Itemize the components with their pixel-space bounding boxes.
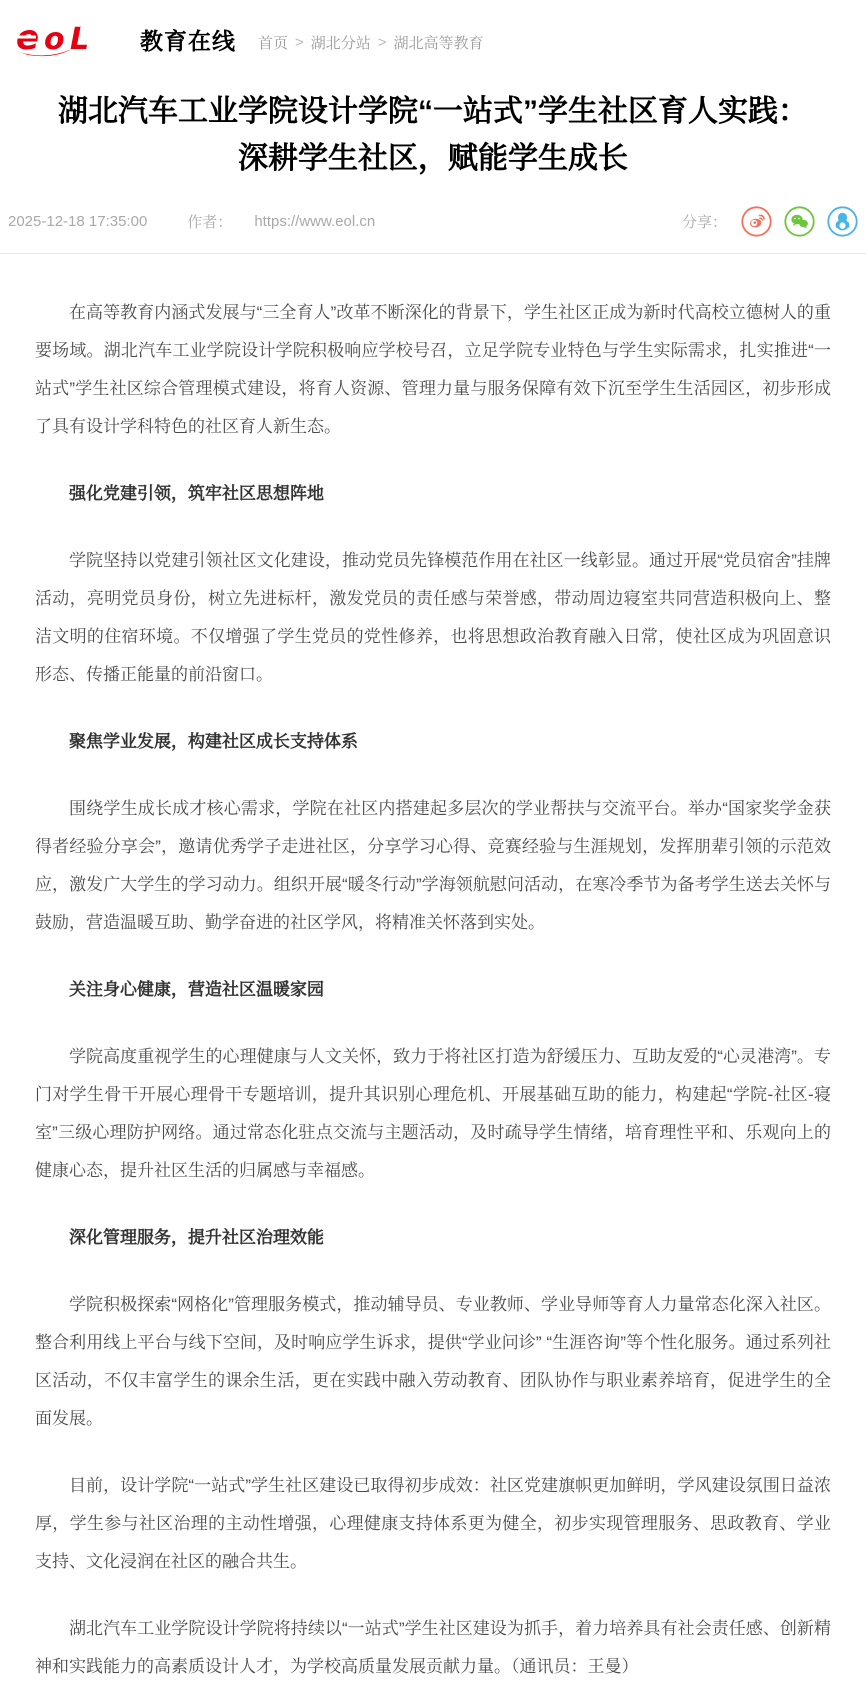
site-header [0,0,866,62]
body-paragraph: 目前，设计学院“一站式”学生社区建设已取得初步成效：社区党建旗帜更加鲜明，学风建设氛围日益浓厚，学生参与社区治理的主动性增强，心理健康支持体系更为健全，初步实现管理服务、思政教育、学业支持、文化浸润在社区的融合共生。 [35,1476,831,1571]
page-title [12,88,854,182]
body-paragraph: 学院积极探索“网格化”管理服务模式，推动辅导员、专业教师、学业导师等育人力量常态化深入社区。整合利用线上平台与线下空间，及时响应学生诉求，提供“学业问诊” “生涯咨询”等个性化服务。通过系列社区活动，不仅丰富学生的课余生活，更在实践中融入劳动教育、团队协作与职业素养培育，促进学生的全面发展。 [35,1295,831,1428]
page-title-line2: 深耕学生社区，赋能学生成长 [238,142,628,175]
body-paragraph: 湖北汽车工业学院设计学院将持续以“一站式”学生社区建设为抓手，着力培养具有社会责任感、创新精神和实践能力的高素质设计人才，为学校高质量发展贡献力量。（通讯员：王曼） [35,1619,831,1676]
publish-datetime: 2025-12-18 17:35:00 [8,213,148,230]
eol-logo[interactable] [14,17,236,61]
section-heading: 强化党建引领，筑牢社区思想阵地 [69,484,324,503]
page-title-line1: 湖北汽车工业学院设计学院“一站式”学生社区育人实践： [58,95,808,128]
article-meta-bar [0,204,866,254]
body-paragraph: 围绕学生成长成才核心需求，学院在社区内搭建起多层次的学业帮扶与交流平台。举办“国家奖学金获得者经验分享会”，邀请优秀学子走进社区，分享学习心得、竞赛经验与生涯规划，发挥朋辈引领的示范效应，激发广大学生的学习动力。组织开展“暖冬行动”学海领航慰问活动，在寒冷季节为备考学生送去关怀与鼓励，营造温暖互助、勤学奋进的社区学风，将精准关怀落到实处。 [35,799,831,932]
section-heading: 聚焦学业发展，构建社区成长支持体系 [69,732,358,751]
svg-text:L: L [70,22,90,57]
svg-text:o: o [44,22,65,57]
article-body [0,254,866,1686]
section-heading: 深化管理服务，提升社区治理效能 [69,1228,324,1247]
breadcrumb [258,26,484,53]
site-name: 教育在线 [140,27,236,54]
share-label: 分享： [681,214,727,231]
weibo-share-icon[interactable] [741,206,772,237]
qq-share-icon[interactable] [827,206,858,237]
body-paragraph: 在高等教育内涵式发展与“三全育人”改革不断深化的背景下，学生社区正成为新时代高校立德树人的重要场域。湖北汽车工业学院设计学院积极响应学校号召，立足学院专业特色与学生实际需求，扎实推进“一站式”学生社区综合管理模式建设，将育人资源、管理力量与服务保障有效下沉至学生生活园区，初步形成了具有设计学科特色的社区育人新生态。 [35,303,831,436]
wechat-share-icon[interactable] [784,206,815,237]
svg-text:e: e [16,18,40,58]
share-icons [741,206,858,237]
breadcrumb-hubei-branch[interactable]: 湖北分站 [310,34,371,52]
section-heading: 关注身心健康，营造社区温暖家园 [69,980,324,999]
breadcrumb-separator: > [377,33,387,51]
breadcrumb-home[interactable]: 首页 [258,34,289,52]
author-label: 作者： [187,214,233,231]
breadcrumb-separator: > [295,33,304,51]
eol-logo-icon [14,17,132,61]
source-url-link[interactable]: https://www.eol.cn [254,213,376,230]
body-paragraph: 学院坚持以党建引领社区文化建设，推动党员先锋模范作用在社区一线彰显。通过开展“党员宿舍”挂牌活动，亮明党员身份，树立先进标杆，激发党员的责任感与荣誉感，带动周边寝室共同营造积极向上、整洁文明的住宿环境。不仅增强了学生党员的党性修养，也将思想政治教育融入日常，使社区成为巩固意识形态、传播正能量的前沿窗口。 [35,551,831,684]
breadcrumb-hubei-higher-edu[interactable]: 湖北高等教育 [393,34,484,52]
body-paragraph: 学院高度重视学生的心理健康与人文关怀，致力于将社区打造为舒缓压力、互助友爱的“心灵港湾”。专门对学生骨干开展心理骨干专题培训，提升其识别心理危机、开展基础互助的能力，构建起“学院-社区-寝室”三级心理防护网络。通过常态化驻点交流与主题活动，及时疏导学生情绪，培育理性平和、乐观向上的健康心态，提升社区生活的归属感与幸福感。 [35,1047,831,1180]
